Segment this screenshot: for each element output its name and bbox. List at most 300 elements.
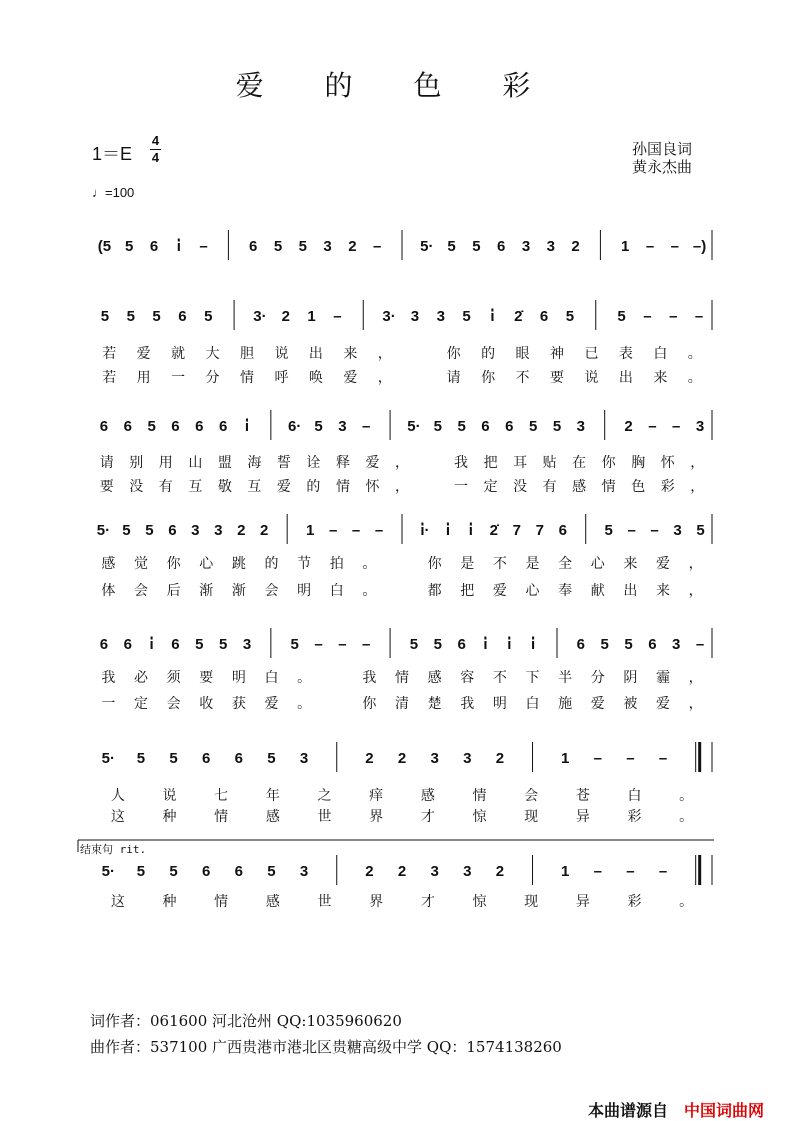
lyric-char: 才 <box>420 809 435 825</box>
lyric-char: 爱 <box>656 696 671 712</box>
lyric-char: ， <box>395 455 409 471</box>
note: 6 <box>249 238 258 255</box>
lyric-char: 。 <box>687 346 702 362</box>
lyric-char: 若 <box>102 370 117 386</box>
note: 2̇ <box>514 308 523 325</box>
note: 6 <box>178 308 187 325</box>
lyric-char: 唤 <box>308 370 323 386</box>
note: 3 <box>673 522 682 539</box>
note: – <box>658 750 668 767</box>
lyric-char: 在 <box>572 455 587 471</box>
note: 3 <box>214 522 223 539</box>
lyric-char: 白 <box>264 670 279 686</box>
lyric-char: 是 <box>525 556 540 572</box>
lyric-char: 界 <box>369 894 384 910</box>
lyric-char: 白 <box>653 346 668 362</box>
lyric-char: 。 <box>297 696 312 712</box>
lyric-char: 你 <box>601 455 616 471</box>
note: 5 <box>447 238 456 255</box>
note: 5 <box>145 522 154 539</box>
note: – <box>669 308 678 325</box>
lyric-char: 你 <box>446 346 461 362</box>
note: – <box>643 308 652 325</box>
note: 5 <box>136 750 146 767</box>
lyric-char: 心 <box>199 556 214 572</box>
note: 6 <box>497 238 506 255</box>
lyric-char: 誓 <box>276 455 291 471</box>
lyric-char: 异 <box>575 894 590 910</box>
lyric-char: 心 <box>590 556 605 572</box>
tempo-mark: ♩=100 <box>92 185 135 200</box>
note: 6 <box>202 750 211 767</box>
note: 3 <box>436 308 445 325</box>
note: – <box>338 636 347 653</box>
lyric-char: 把 <box>460 583 475 599</box>
lyric-char: 爱 <box>276 479 291 495</box>
lyric-char: 拍 <box>329 556 344 572</box>
note: 5 <box>472 238 481 255</box>
lyric-char: 七 <box>214 788 229 804</box>
lyric-char: 。 <box>362 556 377 572</box>
lyric-char: 人 <box>110 788 125 804</box>
lyric-char: 感 <box>572 479 587 495</box>
note: 5· <box>101 863 115 880</box>
lyric-char: 渐 <box>199 583 214 599</box>
lyric-char: 已 <box>584 346 599 362</box>
lyric-char: 情 <box>240 370 254 386</box>
lyric-char: 出 <box>623 583 638 599</box>
lyric-char: 怀 <box>660 455 675 471</box>
lyric-char: 会 <box>264 583 279 599</box>
note: 6 <box>123 418 132 435</box>
note: 2 <box>281 308 290 325</box>
lyric-char: 痒 <box>369 788 384 804</box>
lyric-char: 楚 <box>427 696 442 712</box>
note: 6 <box>168 522 177 539</box>
lyric-char: 情 <box>395 670 409 686</box>
lyric-char: 胆 <box>240 346 254 362</box>
note: – <box>672 418 681 435</box>
note: 5 <box>565 308 575 325</box>
lyric-char: 别 <box>129 455 144 471</box>
lyric-char: 耳 <box>513 455 528 471</box>
note: 3 <box>463 863 472 880</box>
lyric-char: 爱 <box>656 556 671 572</box>
lyric-char: ， <box>688 583 703 599</box>
lyric-char: 定 <box>133 696 148 712</box>
lyric-char: 这 <box>110 894 125 910</box>
note: 2 <box>495 750 505 767</box>
note: 5 <box>600 636 609 653</box>
note: – <box>627 522 636 539</box>
lyric-char: 白 <box>329 583 344 599</box>
lyric-char: 苍 <box>575 788 590 804</box>
note: i̇ <box>149 636 154 653</box>
note: – <box>670 238 679 255</box>
note: 5 <box>457 418 466 435</box>
note: 6 <box>218 418 228 435</box>
lyric-char: 请 <box>446 370 461 386</box>
note: 5 <box>218 636 228 653</box>
lyric-char: 来 <box>653 370 668 386</box>
lyric-char: 体 <box>101 583 116 599</box>
note: 3 <box>338 418 347 435</box>
lyric-char: 世 <box>317 809 332 825</box>
note: 5 <box>552 418 562 435</box>
lyric-char: 说 <box>162 788 177 804</box>
source-line <box>588 1098 764 1121</box>
lyric-char: 。 <box>679 809 694 825</box>
note: 3 <box>576 418 586 435</box>
note: 2 <box>237 522 246 539</box>
time-signature <box>150 134 161 165</box>
lyric-char: ， <box>690 479 705 495</box>
note: – <box>362 418 371 435</box>
lyric-char: 清 <box>395 696 409 712</box>
lyric-char: 呼 <box>274 370 289 386</box>
note: 3 <box>546 238 555 255</box>
note: – <box>374 522 384 539</box>
note: i̇ <box>244 418 250 435</box>
lyric-char: 互 <box>247 479 262 495</box>
lyric-char: 是 <box>460 556 475 572</box>
note: 5 <box>528 418 538 435</box>
note: 5 <box>152 308 161 325</box>
note: – <box>694 308 704 325</box>
note: 3 <box>191 522 200 539</box>
lyric-char: 没 <box>513 479 528 495</box>
note: 2 <box>495 863 505 880</box>
note: 5 <box>273 238 283 255</box>
lyric-char: 现 <box>524 894 539 910</box>
note: 5 <box>267 863 276 880</box>
note: 6 <box>648 636 657 653</box>
lyric-char: 感 <box>420 788 435 804</box>
note: 5 <box>136 863 146 880</box>
note: 5 <box>290 636 299 653</box>
lyric-char: 海 <box>247 455 262 471</box>
lyric-char: ， <box>690 455 705 471</box>
note: 1 <box>621 238 630 255</box>
lyric-char: 敬 <box>217 479 232 495</box>
note: – <box>333 308 342 325</box>
lyric-char: 后 <box>166 583 181 599</box>
lyric-char: 世 <box>317 894 332 910</box>
note: 5 <box>195 636 204 653</box>
note: 7 <box>512 522 521 539</box>
note: 6 <box>576 636 586 653</box>
lyric-char: 有 <box>542 479 557 495</box>
note: – <box>373 238 382 255</box>
lyric-char: ， <box>395 479 409 495</box>
lyric-char: 你 <box>362 696 377 712</box>
lyric-char: 要 <box>99 479 114 495</box>
note: – <box>650 522 659 539</box>
note: – <box>695 636 705 653</box>
note: – <box>658 863 668 880</box>
note: 5 <box>604 522 613 539</box>
lyric-char: 彩 <box>627 894 642 910</box>
note: 6 <box>123 636 132 653</box>
note: 5 <box>147 418 156 435</box>
lyric-char: 的 <box>264 556 279 572</box>
lyric-char: 。 <box>687 370 702 386</box>
note: 3· <box>382 308 396 325</box>
note: 5 <box>267 750 276 767</box>
key-signature: 1＝E <box>92 144 133 164</box>
lyric-char: 盟 <box>217 455 232 471</box>
lyric-char: 眼 <box>515 346 530 362</box>
lyric-char: 没 <box>129 479 144 495</box>
lyric-char: 神 <box>550 346 564 362</box>
note: 5 <box>696 522 705 539</box>
lyric-char: 表 <box>618 346 633 362</box>
lyric-char: 山 <box>188 455 203 471</box>
lyric-char: 才 <box>420 894 435 910</box>
note: – <box>593 863 602 880</box>
lyric-char: 一 <box>171 370 186 386</box>
note: – <box>328 522 338 539</box>
note: 1 <box>560 750 570 767</box>
note: 3 <box>672 636 681 653</box>
lyric-char: 贴 <box>542 455 557 471</box>
lyric-char: 感 <box>427 670 442 686</box>
lyric-char: 界 <box>369 809 384 825</box>
lyric-char: 阴 <box>623 670 638 686</box>
lyric-char: 情 <box>335 479 350 495</box>
lyric-char: 感 <box>265 894 280 910</box>
lyric-char: 出 <box>308 346 323 362</box>
lyric-char: 下 <box>525 670 540 686</box>
source-label: 本曲谱源自 <box>588 1103 669 1120</box>
lyric-char: 感 <box>265 809 280 825</box>
note: 6 <box>539 308 549 325</box>
note: 6 <box>481 418 490 435</box>
lyric-char: 渐 <box>231 583 246 599</box>
note: 5 <box>314 418 323 435</box>
lyric-char: 种 <box>162 894 177 910</box>
lyric-char: 。 <box>679 894 694 910</box>
note: 2 <box>365 863 374 880</box>
note: – <box>199 238 208 255</box>
lyric-char: 节 <box>297 556 312 572</box>
page-title: 爱 的 色 彩 <box>235 69 557 102</box>
lyric-char: 心 <box>525 583 540 599</box>
lyric-char: 你 <box>481 370 496 386</box>
lyric-char: 请 <box>99 455 114 471</box>
lyric-char: 要 <box>199 670 214 686</box>
note: 2 <box>397 863 407 880</box>
lyric-char: 异 <box>575 809 590 825</box>
lyric-char: 霾 <box>656 670 671 686</box>
note: 3 <box>242 636 252 653</box>
lyric-char: 一 <box>454 479 469 495</box>
lyric-char: 爱 <box>136 346 151 362</box>
lyric-char: 一 <box>101 696 116 712</box>
note: 6 <box>99 418 109 435</box>
lyric-char: 来 <box>623 556 638 572</box>
lyric-char: 情 <box>601 479 616 495</box>
note: – <box>626 750 635 767</box>
lyric-char: 说 <box>274 346 289 362</box>
lyric-char: 收 <box>199 696 214 712</box>
note: 5 <box>125 238 134 255</box>
lyric-char: 半 <box>558 670 573 686</box>
lyric-char: 爱 <box>264 696 279 712</box>
lyric-char: 。 <box>297 670 312 686</box>
lyric-char: 不 <box>515 370 530 386</box>
time-signature-bottom: 4 <box>151 150 160 165</box>
note: 1 <box>307 308 316 325</box>
lyric-char: 跳 <box>231 556 246 572</box>
lyric-char: 诠 <box>306 455 321 471</box>
time-signature-top: 4 <box>151 133 160 148</box>
note: i̇ <box>531 636 536 653</box>
lyric-char: 你 <box>427 556 442 572</box>
lyric-char: 的 <box>306 479 321 495</box>
note: 5· <box>420 238 434 255</box>
note: 6 <box>99 636 109 653</box>
lyric-char: 情 <box>472 788 487 804</box>
lyric-char: 用 <box>136 370 151 386</box>
lyric-char: 来 <box>656 583 671 599</box>
lyric-char: 必 <box>133 670 148 686</box>
note: 6 <box>149 238 159 255</box>
lyric-char: 来 <box>343 346 358 362</box>
lyric-char: 都 <box>427 583 442 599</box>
lyric-char: 爱 <box>492 583 507 599</box>
lyric-char: 会 <box>524 788 539 804</box>
lyric-char: 怀 <box>365 479 380 495</box>
lyric-char: 把 <box>483 455 498 471</box>
source-site-link[interactable]: 中国词曲网 <box>684 1103 765 1120</box>
note: 2 <box>397 750 407 767</box>
note: 5 <box>204 308 213 325</box>
lyric-char: 定 <box>483 479 498 495</box>
note: i̇ <box>507 636 512 653</box>
lyric-char: ， <box>688 670 703 686</box>
note: 5 <box>624 636 633 653</box>
lyric-char: 我 <box>454 455 469 471</box>
note: 6 <box>195 418 204 435</box>
note: 5 <box>169 863 178 880</box>
lyric-char: 你 <box>166 556 181 572</box>
lyric-char: 色 <box>631 479 646 495</box>
lyric-char: 感 <box>101 556 116 572</box>
lyric-char: 用 <box>158 455 173 471</box>
note: 6· <box>288 418 302 435</box>
note: – <box>314 636 323 653</box>
note: 5 <box>298 238 307 255</box>
note: 5 <box>122 522 131 539</box>
lyric-char: 。 <box>679 788 694 804</box>
lyric-char: 觉 <box>133 556 148 572</box>
note: 2 <box>365 750 374 767</box>
lyricist-credit: 孙国良词 <box>632 140 693 158</box>
lyric-char: 出 <box>618 370 633 386</box>
lyric-char: 要 <box>550 370 564 386</box>
note: 6 <box>234 750 243 767</box>
composer-credit: 黄永杰曲 <box>632 158 693 176</box>
lyric-char: ， <box>377 370 392 386</box>
lyric-char: 大 <box>205 346 220 362</box>
lyric-char: 爱 <box>343 370 358 386</box>
lyric-char: 胸 <box>631 455 646 471</box>
lyric-char: 我 <box>101 670 116 686</box>
footer-lyricist: 词作者：061600 河北沧州 QQ:1035960620 <box>90 1012 402 1030</box>
note: i̇· <box>420 522 430 539</box>
lyric-char: 明 <box>297 583 312 599</box>
note: 3 <box>430 750 439 767</box>
lyric-char: 容 <box>460 670 475 686</box>
note: 6 <box>558 522 567 539</box>
ending-box-label <box>80 841 146 857</box>
note: 6 <box>457 636 466 653</box>
note: 3 <box>323 238 332 255</box>
note: 2 <box>260 522 269 539</box>
lyric-char: 明 <box>492 696 507 712</box>
lyric-char: 情 <box>214 809 229 825</box>
lyric-char: 彩 <box>627 809 642 825</box>
note: 3 <box>695 418 705 435</box>
lyric-char: 情 <box>214 894 229 910</box>
note: 3 <box>410 308 420 325</box>
note: 1 <box>560 863 570 880</box>
lyric-char: 会 <box>166 696 181 712</box>
lyric-char: 说 <box>584 370 599 386</box>
note: 5 <box>462 308 471 325</box>
lyric-char: 这 <box>110 809 125 825</box>
note: 5 <box>617 308 626 325</box>
lyric-char: 献 <box>590 583 605 599</box>
note: 6 <box>505 418 514 435</box>
note: 3· <box>253 308 267 325</box>
lyric-char: 爱 <box>590 696 605 712</box>
note: 5 <box>126 308 135 325</box>
lyric-char: 惊 <box>472 809 487 825</box>
lyric-char: 我 <box>362 670 377 686</box>
note: 2̇ <box>489 522 499 539</box>
note: 6 <box>171 418 180 435</box>
lyric-char: 白 <box>627 788 642 804</box>
note: 2 <box>348 238 357 255</box>
ending-label: 结束句 <box>80 843 113 856</box>
rit-mark: rit. <box>119 843 147 856</box>
note: 2 <box>624 418 633 435</box>
note: 3 <box>299 750 309 767</box>
note: –) <box>692 238 707 255</box>
lyric-char: 分 <box>205 370 220 386</box>
note: – <box>593 750 602 767</box>
lyric-char: 白 <box>525 696 540 712</box>
footer-composer: 曲作者：537100 广西贵港市港北区贵糖高级中学 QQ：1574138260 <box>90 1038 562 1056</box>
lyric-char: 若 <box>102 346 117 362</box>
note: 5 <box>100 308 110 325</box>
note: 6 <box>171 636 180 653</box>
note: 6 <box>234 863 243 880</box>
lyric-char: 有 <box>158 479 173 495</box>
lyric-char: 之 <box>317 788 332 804</box>
note: 5 <box>409 636 419 653</box>
lyric-char: 爱 <box>365 455 380 471</box>
note: 3 <box>299 863 309 880</box>
lyric-char: 彩 <box>660 479 675 495</box>
lyric-char: 不 <box>492 670 507 686</box>
lyric-char: 不 <box>492 556 507 572</box>
note: 2 <box>571 238 580 255</box>
lyric-char: 的 <box>481 346 496 362</box>
lyric-char: 年 <box>265 788 280 804</box>
